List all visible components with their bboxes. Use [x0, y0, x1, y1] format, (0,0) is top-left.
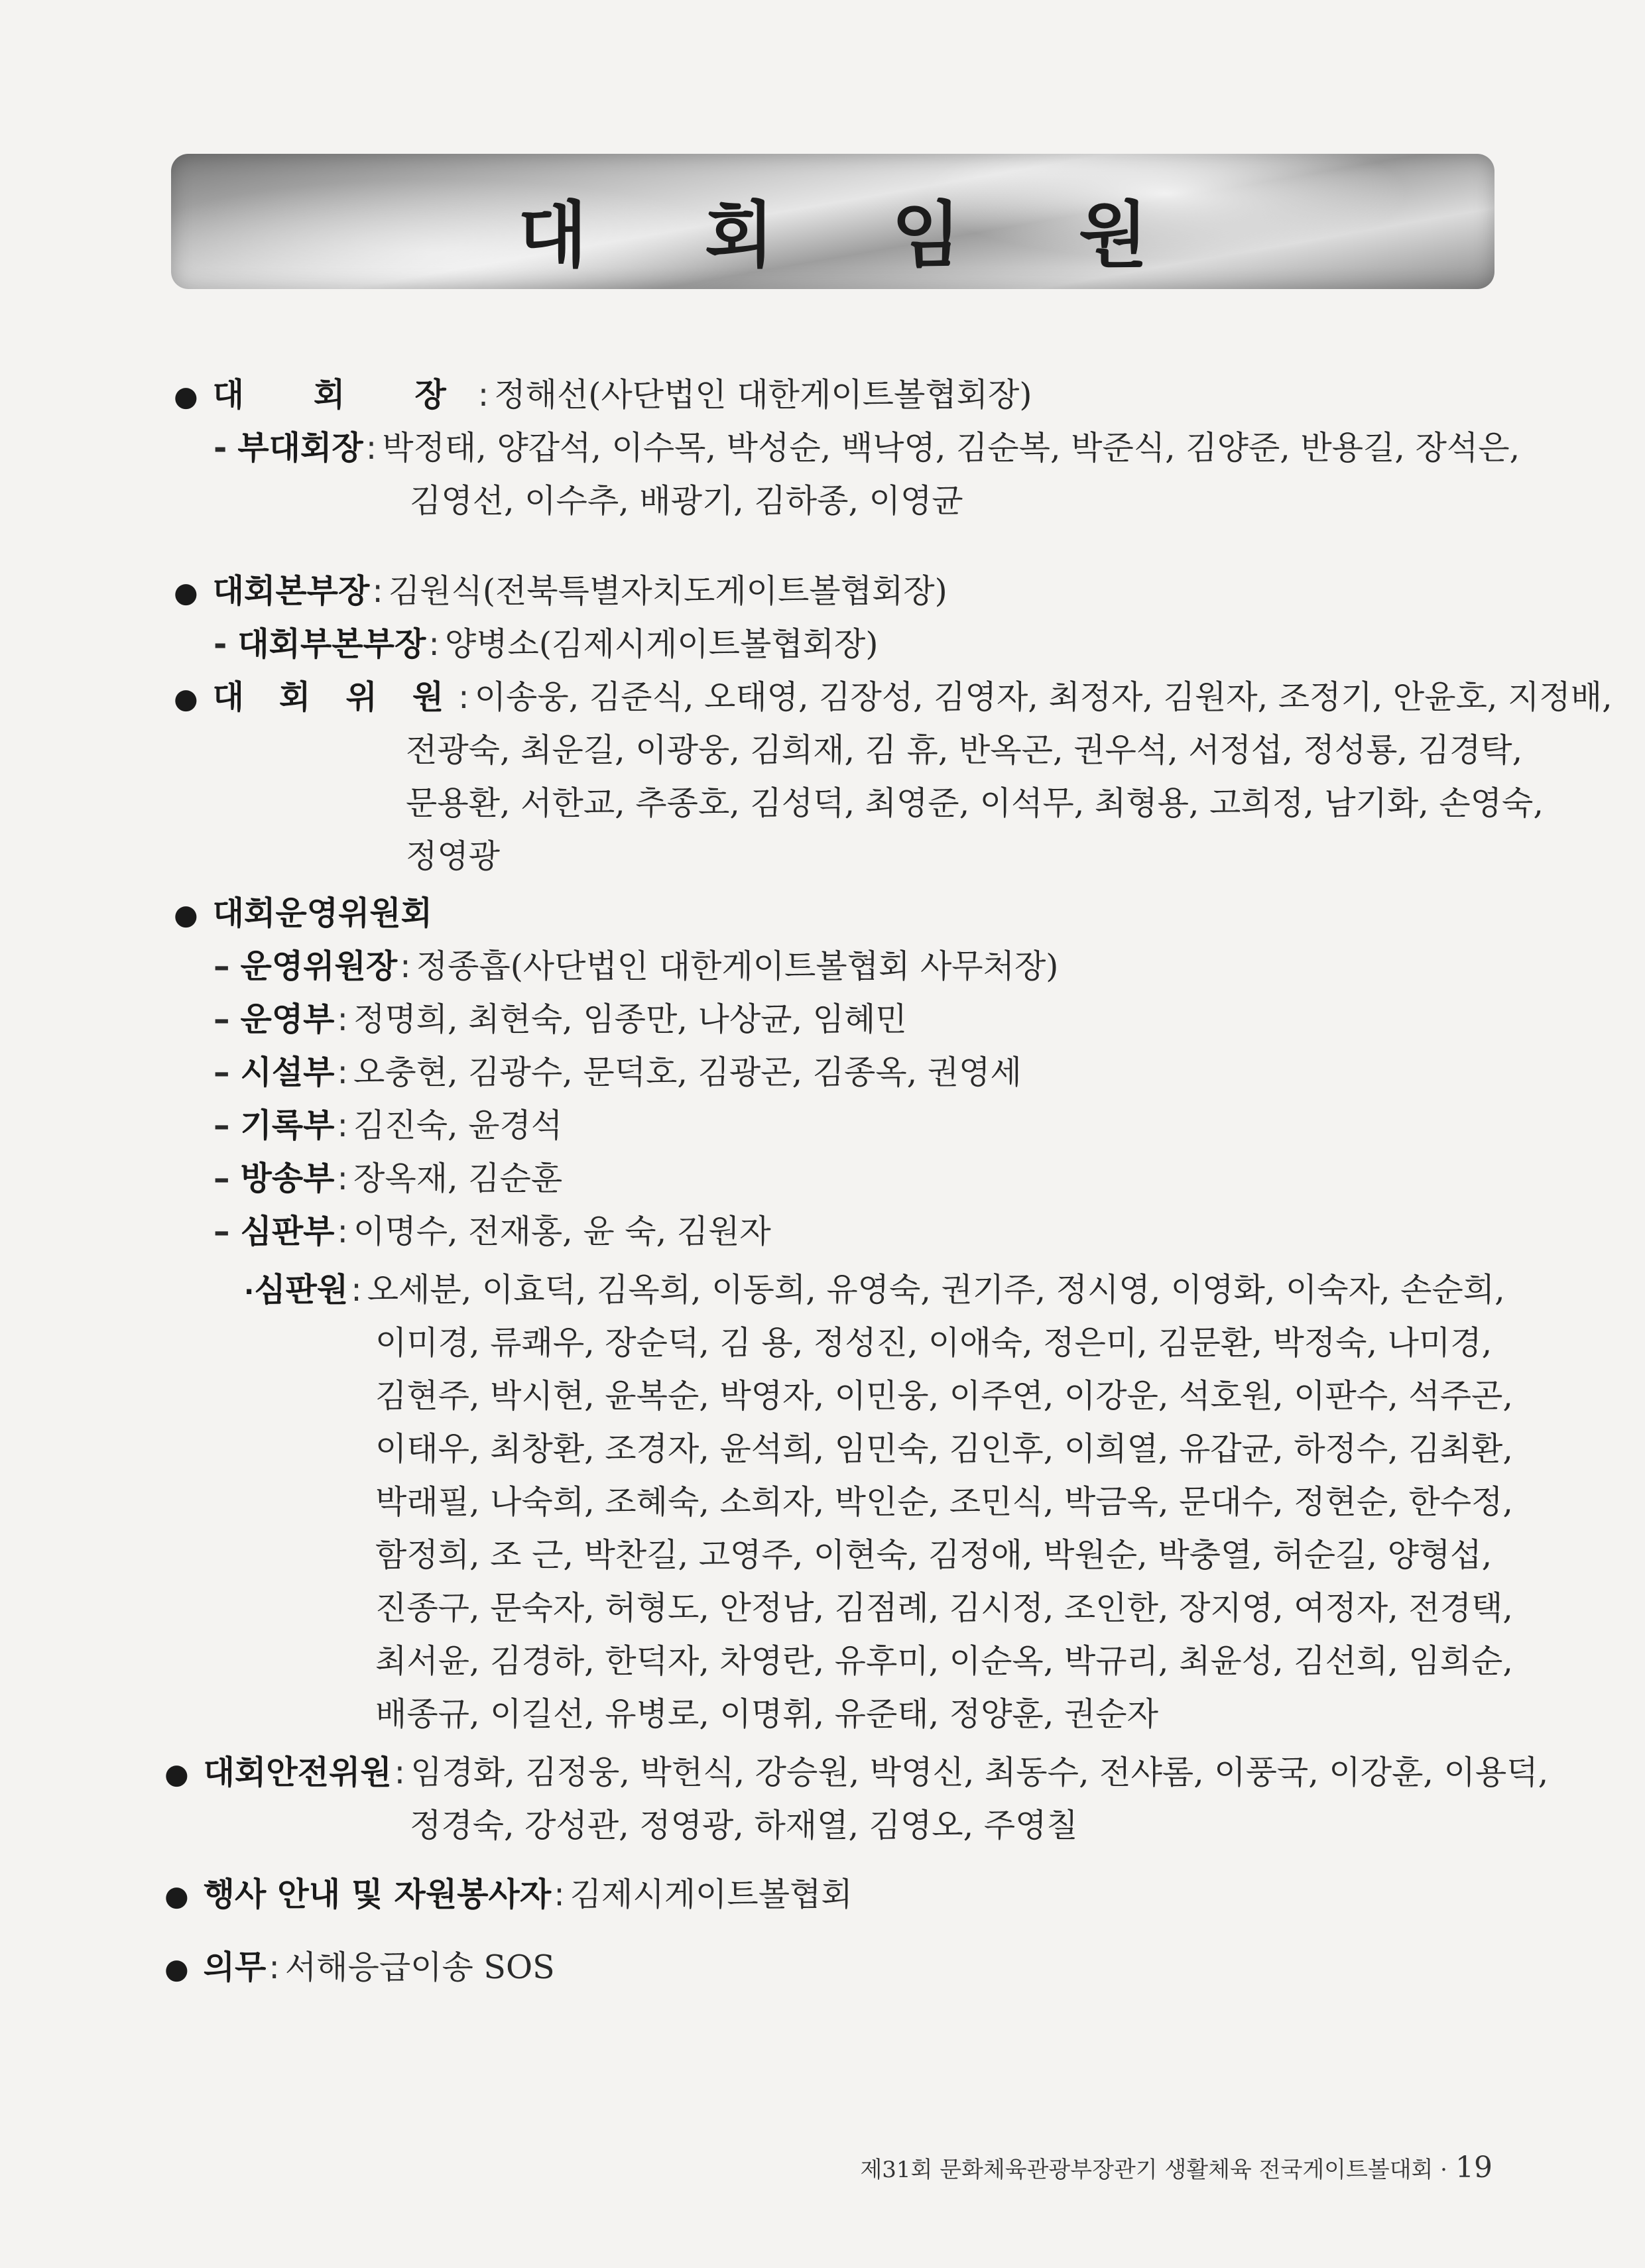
broadcast-dept-value: 장옥재, 김순훈 — [353, 1160, 563, 1197]
safety-line1: 임경화, 김정웅, 박헌식, 강승원, 박영신, 최동수, 전샤롬, 이풍국, 이강훈, 이용덕, — [410, 1754, 1549, 1791]
bullet-icon: ● — [174, 898, 198, 931]
medical-value: 서해응급이송 SOS — [284, 1948, 555, 1986]
committee-row-3 — [406, 777, 1544, 830]
referees-line5: 박래필, 나숙희, 조혜숙, 소희자, 박인순, 조민식, 박금옥, 문대수, 정현순, 한수정, — [375, 1483, 1513, 1521]
facility-dept-value: 오충현, 김광수, 문덕호, 김광곤, 김종옥, 권영세 — [353, 1053, 1022, 1091]
bullet-icon: ● — [174, 380, 198, 412]
committee-row-2 — [406, 724, 1522, 777]
referees-row-4 — [375, 1423, 1513, 1476]
committee-line3: 문용환, 서한교, 추종호, 김성덕, 최영준, 이석무, 최형용, 고희정, 남기화, 손영숙, — [406, 784, 1544, 822]
ops-dept-value: 정명희, 최현숙, 임종만, 나상균, 임혜민 — [353, 1000, 907, 1038]
footer-text: 제31회 문화체육관광부장관기 생활체육 전국게이트볼대회 · — [860, 2157, 1447, 2183]
referees-row-2 — [375, 1317, 1492, 1370]
hq-chief-value: 김원식(전북특별자치도게이트볼협회장) — [388, 572, 947, 610]
ops-dept-row: – 운영부: 정명희, 최현숙, 임종만, 나상균, 임혜민 — [213, 1000, 907, 1038]
committee-line2: 전광숙, 최운길, 이광웅, 김희재, 김 휴, 반옥곤, 권우석, 서정섭, 정성룡, 김경탁, — [406, 731, 1523, 769]
page-footer — [860, 2151, 1493, 2184]
judge-dept-label: 심판부 — [240, 1213, 335, 1250]
chair-label: 대 회 장 — [212, 376, 475, 414]
hq-chief-label: 대회본부장 — [212, 572, 370, 610]
hq-vice-chief-label: 대회부본부장 — [237, 625, 426, 663]
committee-row: ● 대 회 위 원: 이송웅, 김준식, 오태영, 김장성, 김영자, 최정자, 김원자, 조정기, 안윤호, 지정배, — [174, 678, 1613, 716]
committee-line1: 이송웅, 김준식, 오태영, 김장성, 김영자, 최정자, 김원자, 조정기, 안윤호, 지정배, — [474, 678, 1613, 716]
broadcast-dept-label: 방송부 — [240, 1160, 335, 1197]
medical-row: ● 의무: 서해응급이송 SOS — [164, 1948, 555, 1986]
referees-row-3 — [375, 1370, 1513, 1423]
safety-row: ● 대회안전위원: 임경화, 김정웅, 박헌식, 강승원, 박영신, 최동수, 전샤롬, 이풍국, 이강훈, 이용덕, — [164, 1754, 1549, 1791]
bullet-icon: ● — [174, 576, 198, 609]
page-number: 19 — [1455, 2151, 1493, 2184]
chair-value: 정해선(사단법인 대한게이트볼협회장) — [494, 376, 1032, 414]
bullet-icon: ● — [174, 682, 198, 715]
referees-line1: 오세분, 이효덕, 김옥희, 이동희, 유영숙, 권기주, 정시영, 이영화, 이숙자, 손순희, — [367, 1271, 1505, 1309]
vice-chair-row: - 부대회장: 박정태, 양갑석, 이수목, 박성순, 백낙영, 김순복, 박준식, 김양준, 반용길, 장석은, — [213, 429, 1520, 467]
volunteers-label: 행사 안내 및 자원봉사자 — [203, 1876, 552, 1913]
ops-committee-row — [174, 887, 432, 941]
referees-label: 심판원 — [254, 1271, 349, 1309]
vice-chair-label: 부대회장 — [237, 429, 363, 467]
committee-line4: 정영광 — [406, 837, 501, 875]
vice-chair-line2: 김영선, 이수추, 배광기, 김하종, 이영균 — [410, 482, 963, 520]
referees-row: ·심판원: 오세분, 이효덕, 김옥희, 이동희, 유영숙, 권기주, 정시영, 이영화, 이숙자, 손순희, — [244, 1271, 1505, 1309]
medical-label: 의무 — [203, 1948, 267, 1986]
volunteers-value: 김제시게이트볼협회 — [570, 1876, 853, 1913]
committee-row-4 — [406, 830, 500, 883]
ops-chair-row: – 운영위원장: 정종흡(사단법인 대한게이트볼협회 사무처장) — [213, 947, 1059, 985]
referees-row-9 — [375, 1688, 1158, 1741]
ops-committee-label: 대회운영위원회 — [212, 894, 432, 932]
referees-line3: 김현주, 박시현, 윤복순, 박영자, 이민웅, 이주연, 이강운, 석호원, 이판수, 석주곤, — [375, 1377, 1513, 1415]
bullet-icon: ● — [164, 1880, 189, 1912]
referees-line4: 이태우, 최창환, 조경자, 윤석희, 임민숙, 김인후, 이희열, 유갑균, 하정수, 김최환, — [375, 1430, 1513, 1468]
referees-line2: 이미경, 류쾌우, 장순덕, 김 용, 정성진, 이애숙, 정은미, 김문환, 박정숙, 나미경, — [375, 1324, 1493, 1362]
referees-row-8 — [375, 1635, 1513, 1688]
referees-line8: 최서윤, 김경하, 한덕자, 차영란, 유후미, 이순옥, 박규리, 최윤성, 김선희, 임희순, — [375, 1642, 1513, 1680]
referees-row-5 — [375, 1476, 1513, 1529]
referees-line7: 진종구, 문숙자, 허형도, 안정남, 김점례, 김시정, 조인한, 장지영, 여정자, 전경택, — [375, 1589, 1513, 1627]
committee-label: 대 회 위 원 — [212, 678, 456, 716]
safety-line2: 정경숙, 강성관, 정영광, 하재열, 김영오, 주영칠 — [410, 1807, 1078, 1844]
facility-dept-row: – 시설부: 오충현, 김광수, 문덕호, 김광곤, 김종옥, 권영세 — [213, 1053, 1022, 1091]
safety-label: 대회안전위원 — [203, 1754, 392, 1791]
judge-dept-value: 이명수, 전재홍, 윤 숙, 김원자 — [353, 1213, 771, 1250]
referees-row-6 — [375, 1529, 1492, 1582]
bullet-icon: ● — [164, 1758, 189, 1790]
record-dept-row: – 기록부: 김진숙, 윤경석 — [213, 1106, 563, 1144]
ops-chair-label: 운영위원장 — [240, 947, 398, 985]
hq-vice-chief-value: 양병소(김제시게이트볼협회장) — [444, 625, 879, 663]
ops-dept-label: 운영부 — [240, 1000, 335, 1038]
safety-row-2 — [410, 1799, 1078, 1852]
hq-chief-row: ● 대회본부장: 김원식(전북특별자치도게이트볼협회장) — [174, 572, 947, 610]
hq-vice-chief-row: - 대회부본부장: 양병소(김제시게이트볼협회장) — [213, 625, 879, 663]
referees-line9: 배종규, 이길선, 유병로, 이명휘, 유준태, 정양훈, 권순자 — [375, 1695, 1158, 1733]
bullet-icon: ● — [164, 1952, 189, 1985]
referees-row-7 — [375, 1582, 1513, 1635]
ops-chair-value: 정종흡(사단법인 대한게이트볼협회 사무처장) — [416, 947, 1059, 985]
broadcast-dept-row: – 방송부: 장옥재, 김순훈 — [213, 1160, 563, 1197]
page-title: 대 회 임 원 — [517, 194, 1195, 277]
title-banner — [171, 154, 1494, 289]
chair-row: ● 대 회 장: 정해선(사단법인 대한게이트볼협회장) — [174, 376, 1032, 414]
referees-line6: 함정희, 조 근, 박찬길, 고영주, 이현숙, 김정애, 박원순, 박충열, 허순길, 양형섭, — [375, 1536, 1493, 1574]
record-dept-value: 김진숙, 윤경석 — [353, 1106, 563, 1144]
judge-dept-row: – 심판부: 이명수, 전재홍, 윤 숙, 김원자 — [213, 1213, 771, 1250]
volunteers-row: ● 행사 안내 및 자원봉사자: 김제시게이트볼협회 — [164, 1876, 853, 1913]
vice-chair-row-2 — [410, 475, 963, 528]
facility-dept-label: 시설부 — [240, 1053, 335, 1091]
record-dept-label: 기록부 — [240, 1106, 335, 1144]
vice-chair-line1: 박정태, 양갑석, 이수목, 박성순, 백낙영, 김순복, 박준식, 김양준, 반용길, 장석은, — [382, 429, 1520, 467]
